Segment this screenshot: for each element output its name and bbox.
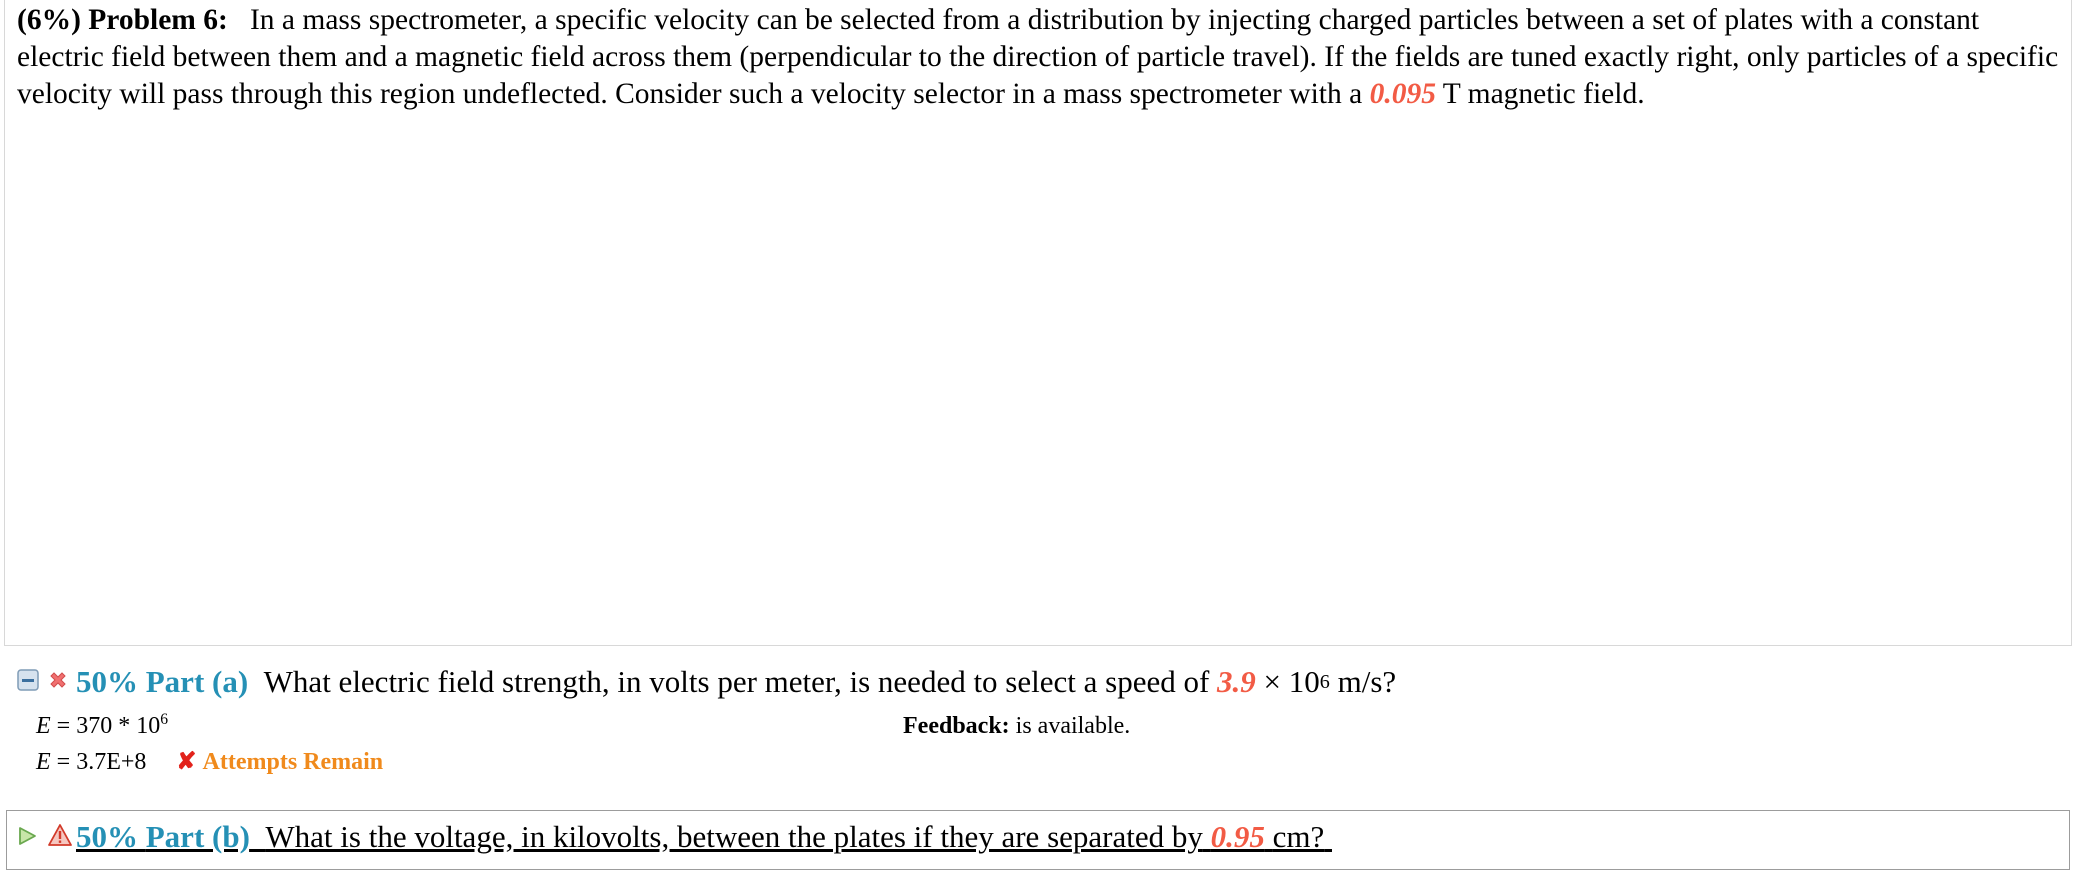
problem-percent: (6%) (17, 4, 81, 36)
answer-1-expression: = 370 * 10 (56, 713, 161, 739)
x-cross-icon (46, 662, 70, 702)
feedback-label: Feedback: (903, 713, 1010, 739)
problem-title: Problem 6: (88, 4, 228, 36)
problem-statement (17, 2, 2062, 113)
speed-value: 3.9 (1217, 664, 1256, 699)
answer-row-1 (36, 708, 383, 744)
problem-text-2: T magnetic field. (1442, 78, 1645, 110)
answer-row-2 (36, 744, 383, 780)
answer-2-variable: E (36, 749, 51, 775)
part-b-question-1: What is the voltage, in kilovolts, between the plates if they are separated by (265, 819, 1203, 854)
attempts-remain (176, 749, 383, 775)
separation-value: 0.95 (1210, 819, 1265, 854)
part-a-label[interactable]: Part (a) (145, 664, 249, 699)
answer-2-value: = 3.7E+8 (56, 749, 147, 775)
part-a-header: 50% Part (a) What electric field strength, in volts per meter, is needed to select a speed of 3.9 × 10 6 m/s? (16, 662, 1396, 702)
part-b-header[interactable] (16, 817, 1332, 857)
part-b-label: Part (b) (145, 819, 250, 854)
part-a-question-1: What electric field strength, in volts per meter, is needed to select a speed of (263, 664, 1210, 699)
feedback-text: is available. (1015, 713, 1131, 739)
part-b-percent: 50% (76, 819, 138, 854)
feedback-notice[interactable] (903, 708, 1130, 744)
collapse-icon[interactable] (16, 662, 40, 702)
part-a-percent: 50% (76, 664, 138, 699)
attempts-text: Attempts Remain (202, 749, 384, 775)
part-a-question-3: m/s? (1337, 664, 1397, 699)
play-arrow-icon[interactable] (16, 817, 38, 857)
problem-panel (4, 0, 2072, 646)
warning-triangle-icon (48, 817, 72, 857)
cross-mark-icon: ✘ (176, 749, 197, 775)
answer-1-exponent: 6 (160, 711, 169, 728)
part-b-title[interactable] (76, 817, 1332, 857)
answer-history (36, 708, 383, 780)
part-a-question-2: × 10 (1263, 664, 1320, 699)
answer-1-variable: E (36, 713, 51, 739)
problem-text-1: In a mass spectrometer, a specific velocity can be selected from a distribution by injecting charged particles between a set of plates with a constant electric field between them and a magnetic field across them (perpendicular to the direction of particle travel). If the fields are tuned exactly right, only particles of a specific velocity will pass through this region undeflected. Consider such a velocity selector in a mass spectrometer with a (17, 4, 2059, 110)
magnetic-field-value: 0.095 (1369, 78, 1436, 110)
part-b-question-2: cm? (1272, 819, 1325, 854)
